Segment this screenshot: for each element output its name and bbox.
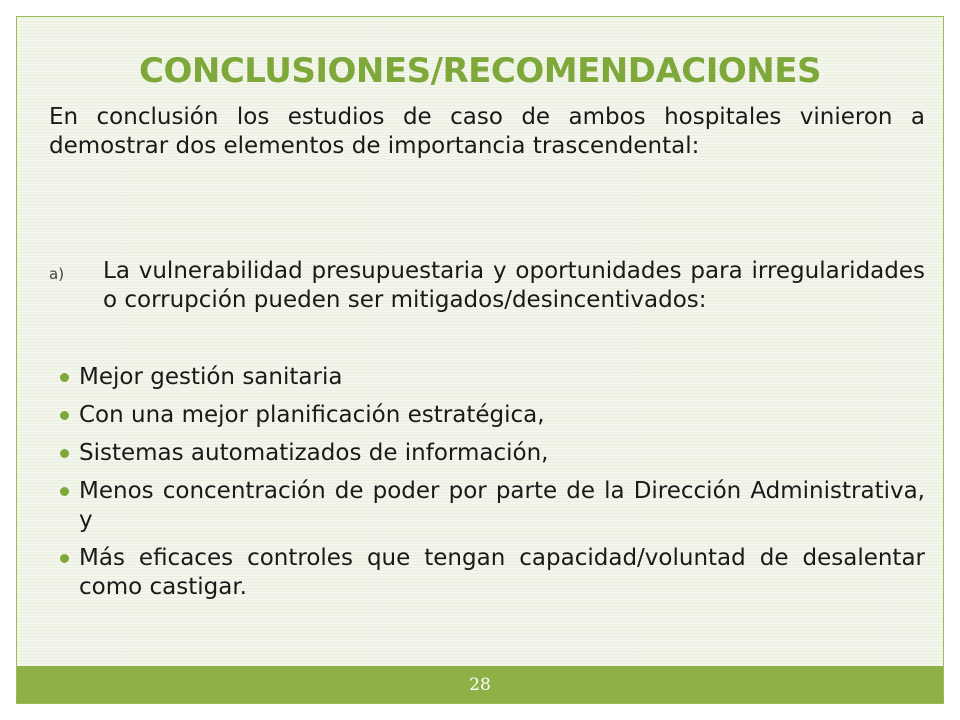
- item-a-text: La vulnerabilidad presupuestaria y oportunidades para irregularidades o corrupción pueden ser mitigados/desincentivados:: [103, 258, 925, 313]
- bullet-text: Sistemas automatizados de información,: [79, 440, 549, 466]
- bullet-dot-icon: [57, 439, 79, 468]
- slide-title: CONCLUSIONES/RECOMENDACIONES: [139, 51, 821, 91]
- bullet-dot-icon: [57, 477, 79, 535]
- bullet-item: [57, 544, 925, 602]
- intro-paragraph: En conclusión los estudios de caso de ambos hospitales vinieron a demostrar dos elementos de importancia trascendental:: [49, 104, 925, 159]
- bullet-list: [57, 363, 925, 611]
- bullet-dot-icon: [57, 363, 79, 392]
- bullet-item: [57, 363, 925, 392]
- bullet-dot-icon: [57, 544, 79, 602]
- bullet-item: [57, 401, 925, 430]
- bullet-text: Con una mejor planificación estratégica,: [79, 402, 545, 428]
- bullet-text: Menos concentración de poder por parte de la Dirección Administrativa, y: [79, 478, 925, 533]
- list-item-a: [49, 257, 925, 315]
- page-number: 28: [469, 675, 491, 695]
- bullet-item: [57, 477, 925, 535]
- bullet-dot-icon: [57, 401, 79, 430]
- bullet-text: Mejor gestión sanitaria: [79, 364, 343, 390]
- item-a-marker: a): [49, 265, 65, 283]
- bullet-text: Más eficaces controles que tengan capacidad/voluntad de desalentar como castigar.: [79, 545, 925, 600]
- footer-bar: [17, 666, 943, 703]
- slide-frame: [16, 16, 944, 704]
- bullet-item: [57, 439, 925, 468]
